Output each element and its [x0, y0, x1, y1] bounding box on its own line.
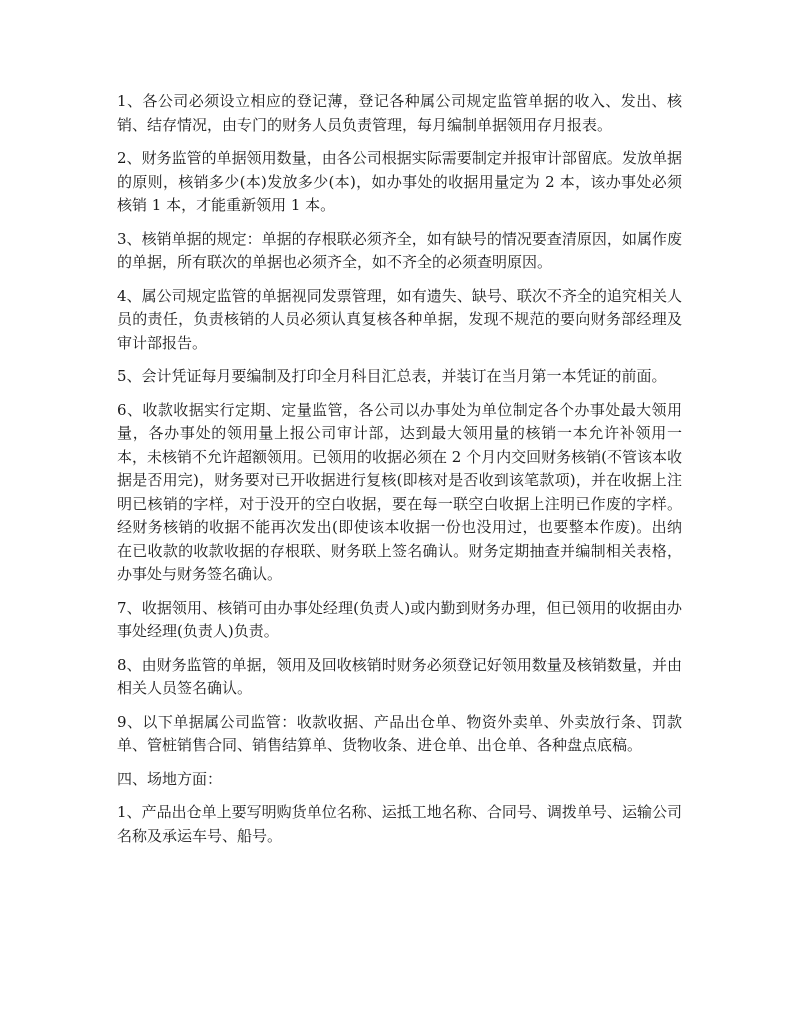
paragraph-4: 4、属公司规定监管的单据视同发票管理，如有遗失、缺号、联次不齐全的追究相关人员的责任，负责核销的人员必须认真复核各种单据，发现不规范的要向财务部经理及审计部报告。: [117, 286, 682, 352]
paragraph-8: 8、由财务监管的单据，领用及回收核销时财务必须登记好领用数量及核销数量，并由相关人员签名确认。: [117, 655, 682, 697]
paragraph-venue-1: 1、产品出仓单上要写明购货单位名称、运抵工地名称、合同号、调拨单号、运输公司名称及承运车号、船号。: [117, 803, 682, 845]
paragraph-3: 3、核销单据的规定：单据的存根联必须齐全，如有缺号的情况要查清原因，如属作废的单据，所有联次的单据也必须齐全，如不齐全的必须查明原因。: [117, 229, 682, 271]
document-body: [117, 90, 682, 858]
section-heading-venue: 四、场地方面：: [117, 769, 223, 788]
paragraph-1: 1、各公司必须设立相应的登记薄，登记各种属公司规定监管单据的收入、发出、核销、结存情况，由专门的财务人员负责管理，每月编制单据领用存月报表。: [117, 92, 682, 134]
paragraph-7: 7、收据领用、核销可由办事处经理(负责人)或内勤到财务办理，但已领用的收据由办事处经理(负责人)负责。: [117, 598, 682, 640]
paragraph-9: 9、以下单据属公司监管：收款收据、产品出仓单、物资外卖单、外卖放行条、罚款单、管桩销售合同、销售结算单、货物收条、进仓单、出仓单、各种盘点底稿。: [117, 712, 682, 754]
paragraph-2: 2、财务监管的单据领用数量，由各公司根据实际需要制定并报审计部留底。发放单据的原则，核销多少(本)发放多少(本)，如办事处的收据用量定为 2 本，该办事处必须核销 1 本，才能重新领用 1 本。: [117, 149, 682, 214]
paragraph-5: 5、会计凭证每月要编制及打印全月科目汇总表，并装订在当月第一本凭证的前面。: [117, 367, 667, 385]
paragraph-6: 6、收款收据实行定期、定量监管，各公司以办事处为单位制定各个办事处最大领用量，各办事处的领用量上报公司审计部，达到最大领用量的核销一本允许补领用一本，未核销不允许超额领用。已领用的收据必须在 2 个月内交回财务核销(不管该本收据是否用完)，财务要对已开收据进行复核(即核对是否收到该笔款项)，并在收据上注明已核销的字样，对于没开的空白收据，要在每一联空白收据上注明已作废的字样。经财务核销的收据不能再次发出(即使该本收据一份也没用过，也要整本作废)。出纳在已收款的收款收据的存根联、财务联上签名确认。财务定期抽查并编制相关表格，办事处与财务签名确认。: [117, 400, 682, 583]
